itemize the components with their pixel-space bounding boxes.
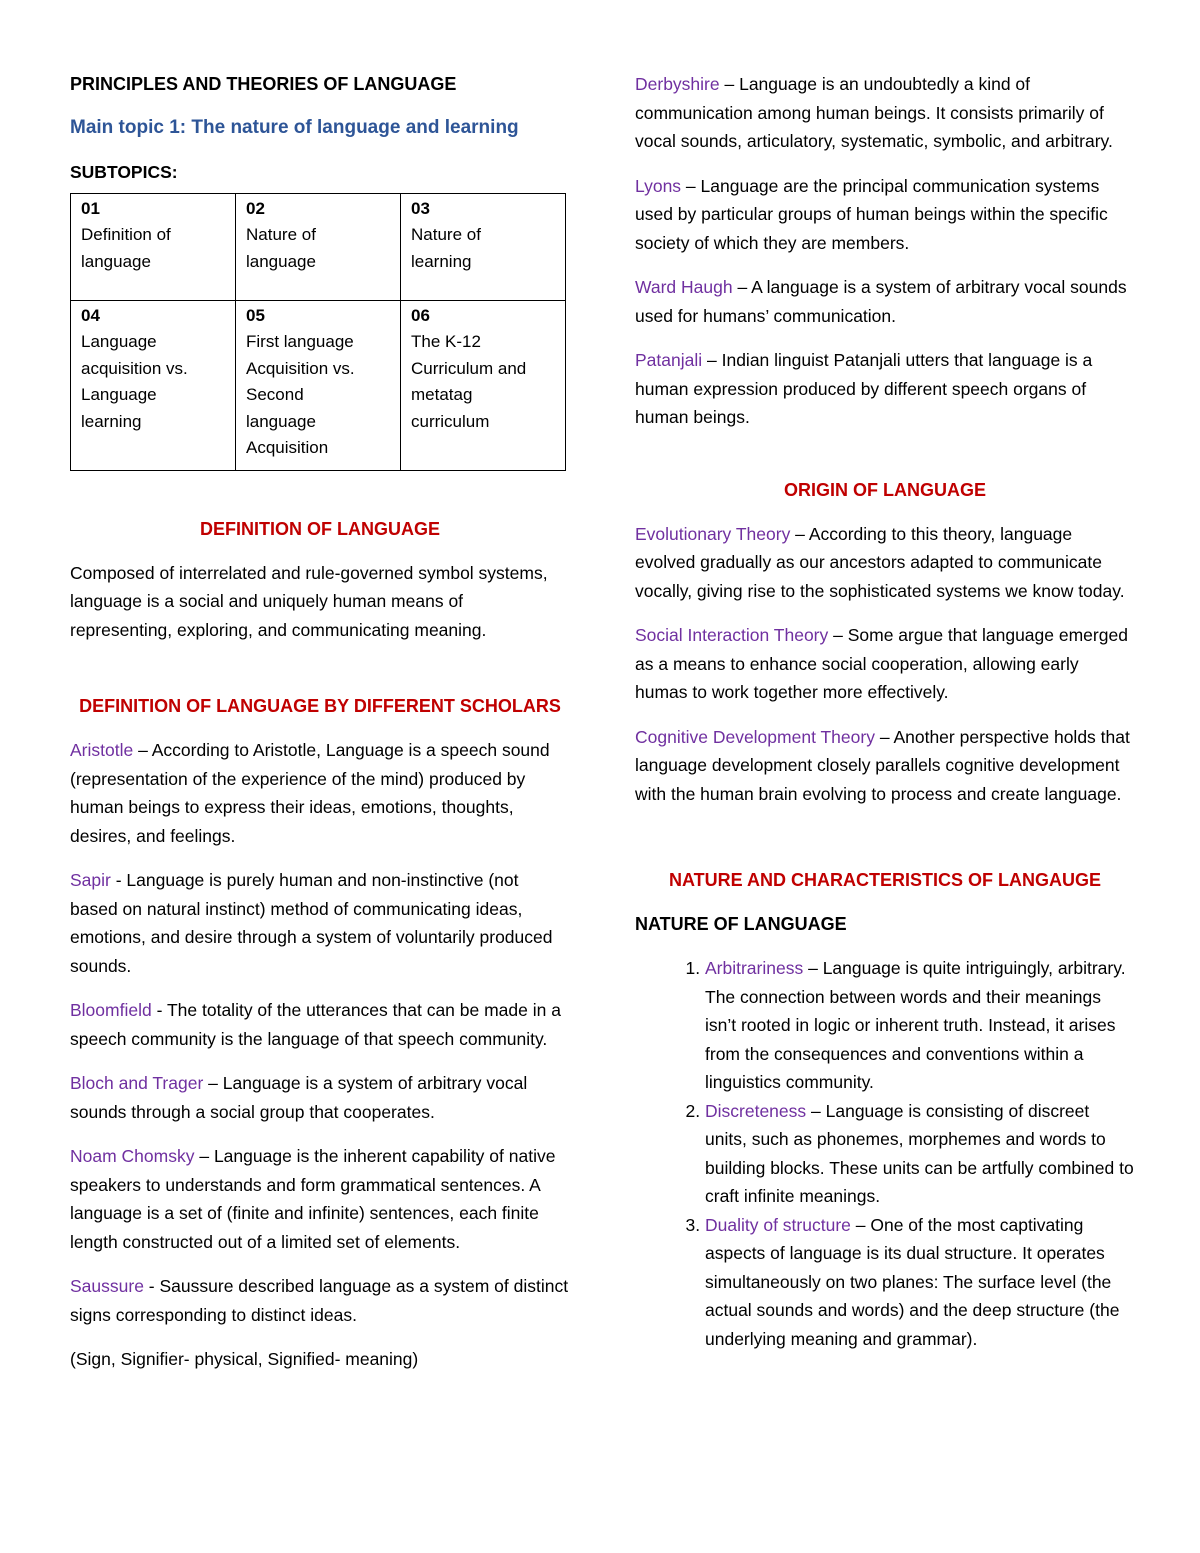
- subtopic-line: Definition of: [81, 225, 171, 244]
- subtopic-cell: [71, 193, 236, 300]
- subtopic-line: Curriculum and: [411, 358, 527, 378]
- scholar-definition: Language is an undoubtedly a kind of communication among human beings. It consists primarily of vocal sounds, articulatory, systematic, symbolic, and arbitrary.: [635, 74, 1113, 151]
- separator: –: [874, 726, 894, 747]
- theory-entry: [635, 723, 1135, 809]
- subtopic-line: curriculum: [411, 411, 490, 431]
- separator: –: [732, 277, 752, 297]
- subtopic-cell: [71, 300, 236, 470]
- theory-name: Evolutionary Theory: [635, 523, 791, 544]
- subtopic-cell: [236, 193, 401, 300]
- separator: –: [719, 74, 740, 94]
- separator: –: [806, 1100, 826, 1121]
- subtopic-number: 05: [246, 305, 265, 325]
- scholar-definition: Saussure described language as a system of distinct signs corresponding to distinct ideas.: [70, 1276, 569, 1325]
- nature-list: [635, 954, 1135, 1353]
- subtopics-label: SUBTOPICS:: [70, 162, 178, 182]
- scholar-name: Bloch and Trager: [70, 1073, 204, 1093]
- subtopic-line: Nature of: [246, 225, 316, 244]
- scholar-entry: [70, 736, 570, 850]
- saussure-footnote: (Sign, Signifier- physical, Signified- meaning): [70, 1349, 419, 1369]
- separator: –: [790, 523, 809, 544]
- scholar-name: Sapir: [70, 870, 111, 890]
- main-topic: Main topic 1: The nature of language and learning: [70, 117, 519, 138]
- scholar-entry: [635, 172, 1135, 258]
- characteristic-description: One of the most captivating aspects of language is its dual structure. It operates simultaneously on two planes: The surface level (the actual sounds and words) and the deep structure (the underlying meaning and grammar).: [705, 1214, 1120, 1349]
- list-item: [705, 1097, 1135, 1211]
- separator: –: [803, 958, 823, 978]
- theory-description: Another perspective holds that language development closely parallels cognitive development with the human brain evolving to process and create language.: [635, 726, 1130, 804]
- subtopic-line: language: [81, 251, 151, 271]
- separator: –: [828, 625, 848, 645]
- scholar-entry: [635, 273, 1135, 330]
- separator: -: [151, 1000, 167, 1020]
- scholar-name: Saussure: [70, 1276, 144, 1296]
- subtopic-line: language: [246, 411, 316, 431]
- right-column: [635, 70, 1135, 1353]
- scholar-entry: [70, 996, 570, 1053]
- scholar-definition: A language is a system of arbitrary vocal sounds used for humans’ communication.: [635, 277, 1127, 326]
- scholar-entry: [635, 70, 1135, 156]
- theory-entry: [635, 520, 1135, 606]
- characteristic-name: Arbitrariness: [705, 958, 804, 978]
- list-item: [705, 954, 1135, 1097]
- subtopic-cell: [401, 300, 566, 470]
- document-title: PRINCIPLES AND THEORIES OF LANGUAGE: [70, 74, 457, 94]
- left-column: [70, 70, 570, 1374]
- subtopic-line: language: [246, 251, 316, 271]
- theory-description: Some argue that language emerged as a means to enhance social cooperation, allowing early humas to work together more effectively.: [635, 625, 1128, 702]
- scholar-name: Noam Chomsky: [70, 1146, 195, 1166]
- separator: –: [850, 1214, 871, 1235]
- scholar-entry: [70, 1142, 570, 1256]
- origin-heading: ORIGIN OF LANGUAGE: [784, 479, 986, 500]
- subtopic-line: Nature of: [411, 225, 481, 244]
- characteristic-name: Duality of structure: [705, 1214, 851, 1235]
- scholar-definition: Language is a system of arbitrary vocal sounds through a social group that cooperates.: [70, 1073, 528, 1122]
- subtopic-number: 03: [411, 198, 430, 218]
- definition-text: Composed of interrelated and rule-governed symbol systems, language is a social and uniquely human means of representing, exploring, and communicating meaning.: [70, 562, 548, 640]
- scholar-entry: [70, 1272, 570, 1329]
- table-row: [71, 300, 566, 470]
- subtopic-number: 06: [411, 305, 430, 325]
- subtopic-line: The K-12: [411, 332, 481, 351]
- characteristic-description: Language is consisting of discreet units, such as phonemes, morphemes and words to building blocks. These units can be artfully combined to craft infinite meanings.: [705, 1100, 1134, 1206]
- scholar-name: Bloomfield: [70, 1000, 152, 1020]
- subtopic-line: Second: [246, 385, 304, 404]
- definition-heading: DEFINITION OF LANGUAGE: [200, 518, 440, 539]
- scholar-definition: Language are the principal communication systems used by particular groups of human beings within the specific society of which they are members.: [635, 175, 1108, 253]
- scholar-definition: The totality of the utterances that can be made in a speech community is the language of that speech community.: [70, 1000, 561, 1049]
- scholar-name: Aristotle: [70, 740, 134, 760]
- nature-heading: NATURE AND CHARACTERISTICS OF LANGAUGE: [669, 870, 1101, 890]
- scholar-entry: [635, 346, 1135, 432]
- scholar-definition: Language is the inherent capability of native speakers to understands and form grammatical sentences. A language is a set of (finite and infinite) sentences, each finite length constructed out of a limited set of elements.: [70, 1146, 556, 1252]
- separator: -: [110, 870, 127, 890]
- scholars-heading: DEFINITION OF LANGUAGE BY DIFFERENT SCHOLARS: [79, 696, 561, 716]
- subtopic-number: 02: [246, 198, 265, 218]
- subtopic-line: Language: [81, 385, 157, 404]
- subtopic-cell: [236, 300, 401, 470]
- subtopic-number: 01: [81, 198, 100, 218]
- theory-name: Cognitive Development Theory: [635, 726, 875, 747]
- scholar-entry: [70, 1069, 570, 1126]
- subtopic-line: metatag: [411, 385, 473, 404]
- subtopic-line: learning: [411, 251, 472, 271]
- theory-entry: [635, 621, 1135, 707]
- subtopic-line: learning: [81, 411, 142, 431]
- scholar-definition: Language is purely human and non-instinctive (not based on natural instinct) method of communicating ideas, emotions, and desire through a system of voluntarily produced sounds.: [70, 870, 553, 976]
- theory-name: Social Interaction Theory: [635, 625, 829, 645]
- scholar-definition: Indian linguist Patanjali utters that language is a human expression produced by different speech organs of human beings.: [635, 350, 1093, 427]
- subtopic-cell: [401, 193, 566, 300]
- scholar-definition: According to Aristotle, Language is a speech sound (representation of the experience of the mind) produced by human beings to express their ideas, emotions, thoughts, desires, and feelings.: [70, 740, 550, 846]
- characteristic-description: Language is quite intriguingly, arbitrary. The connection between words and their meanings isn’t rooted in logic or inherent truth. Instead, it arises from the consequences and conventions within a linguistics community.: [705, 958, 1126, 1092]
- scholar-name: Ward Haugh: [635, 277, 733, 297]
- scholar-name: Lyons: [635, 175, 682, 196]
- subtopic-line: acquisition vs.: [81, 358, 188, 378]
- characteristic-name: Discreteness: [705, 1100, 807, 1121]
- scholar-name: Derbyshire: [635, 74, 720, 94]
- theory-description: According to this theory, language evolved gradually as our ancestors adapted to communicate vocally, giving rise to the sophisticated systems we know today.: [635, 523, 1125, 601]
- subtopic-line: Acquisition vs.: [246, 358, 355, 378]
- subtopic-number: 04: [81, 305, 100, 325]
- scholar-name: Patanjali: [635, 350, 703, 370]
- separator: -: [143, 1276, 160, 1296]
- table-row: [71, 193, 566, 300]
- separator: –: [702, 350, 722, 370]
- subtopic-line: Acquisition: [246, 438, 329, 457]
- scholar-entry: [70, 866, 570, 980]
- nature-subheading: NATURE OF LANGUAGE: [635, 914, 847, 934]
- separator: –: [133, 740, 152, 760]
- separator: –: [194, 1146, 214, 1166]
- list-item: [705, 1211, 1135, 1354]
- separator: –: [681, 175, 701, 196]
- separator: –: [203, 1073, 223, 1093]
- subtopic-line: Language: [81, 332, 157, 351]
- subtopic-line: First language: [246, 332, 354, 351]
- subtopics-table: [70, 193, 566, 471]
